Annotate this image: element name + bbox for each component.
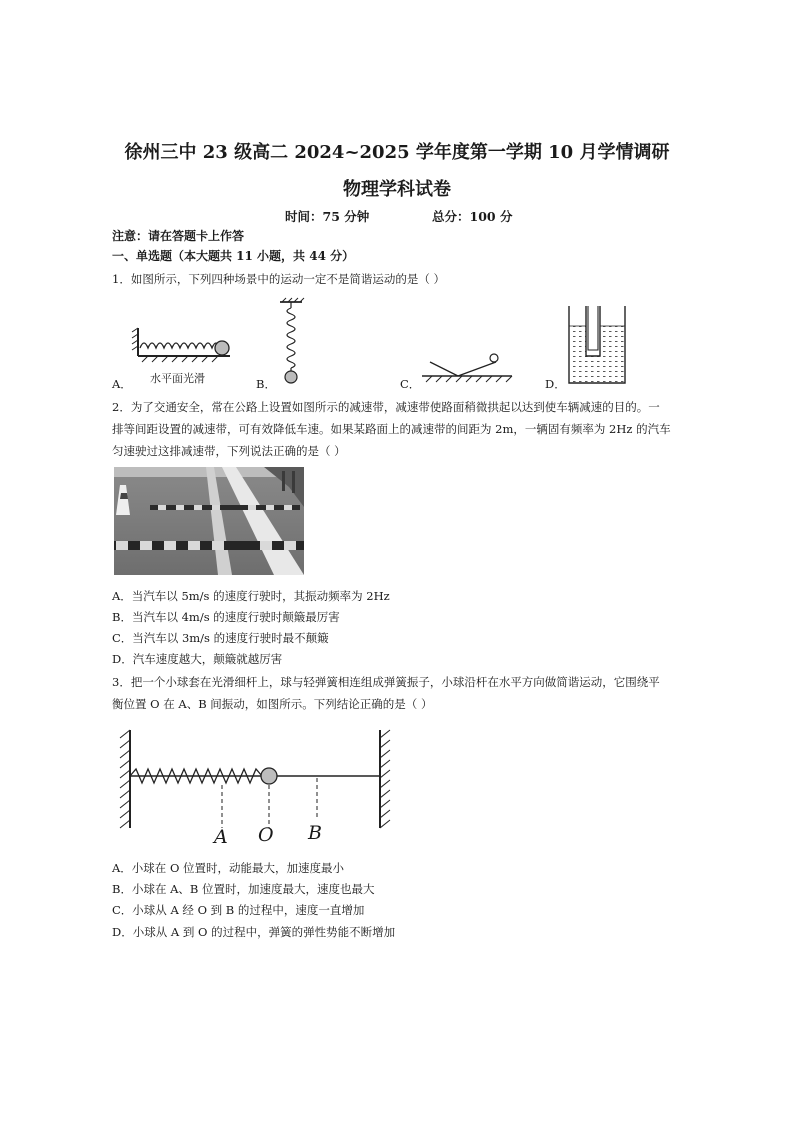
q1-fig-caption: 水平面光滑	[150, 372, 205, 385]
q2-option-a: A．当汽车以 5m/s 的速度行驶时，其振动频率为 2Hz	[112, 589, 390, 603]
section-title: 一、单选题（本大题共 11 小题，共 44 分）	[112, 249, 355, 263]
q1-figure-c	[420, 350, 515, 385]
q1-label-d: D．	[545, 377, 566, 391]
q1-label-a: A．	[112, 377, 132, 391]
q2-option-b: B．当汽车以 4m/s 的速度行驶时颠簸最厉害	[112, 610, 340, 624]
q2-option-d: D．汽车速度越大，颠簸就越厉害	[112, 652, 283, 666]
q1-label-c: C．	[400, 377, 421, 391]
q2-road-photo	[114, 467, 304, 575]
q3-option-d: D．小球从 A 到 O 的过程中，弹簧的弹性势能不断增加	[112, 925, 396, 939]
q1-stem: 1．如图所示，下列四种场景中的运动一定不是简谐运动的是（ ）	[112, 272, 445, 286]
q3-option-b: B．小球在 A、B 位置时，加速度最大，速度也最大	[112, 882, 375, 896]
q3-spring-figure	[118, 728, 394, 828]
q1-figure-b	[276, 298, 306, 386]
q1-label-b: B．	[256, 377, 276, 391]
q2-stem-line2: 排等间距设置的减速带，可有效降低车速。如果某路面上的减速带的间距为 2m，一辆固有频率为 2Hz 的汽车	[112, 422, 671, 436]
q3-label-o: O	[258, 824, 274, 846]
notice: 注意：请在答题卡上作答	[112, 229, 245, 243]
time-label: 时间：75 分钟	[285, 209, 370, 224]
q2-option-c: C．当汽车以 3m/s 的速度行驶时最不颠簸	[112, 631, 329, 645]
q1-figure-d	[566, 304, 628, 386]
q3-label-a: A	[214, 826, 228, 848]
score-label: 总分：100 分	[432, 209, 513, 224]
q3-option-c: C．小球从 A 经 O 到 B 的过程中，速度一直增加	[112, 903, 365, 917]
q3-stem-line1: 3．把一个小球套在光滑细杆上，球与轻弹簧相连组成弹簧振子，小球沿杆在水平方向做简谐运动，它围绕平	[112, 675, 660, 689]
q2-stem-line1: 2．为了交通安全，常在公路上设置如图所示的减速带，减速带使路面稍微拱起以达到使车辆减速的目的。一	[112, 400, 660, 414]
q2-stem-line3: 匀速驶过这排减速带，下列说法正确的是（ ）	[112, 444, 346, 458]
title-line2: 物理学科试卷	[343, 179, 451, 200]
title-line1: 徐州三中 23 级高二 2024~2025 学年度第一学期 10 月学情调研	[124, 142, 670, 163]
q3-option-a: A．小球在 O 位置时，动能最大，加速度最小	[112, 861, 345, 875]
q3-label-b: B	[308, 822, 322, 844]
q3-stem-line2: 衡位置 O 在 A、B 间振动，如图所示。下列结论正确的是（ ）	[112, 697, 433, 711]
